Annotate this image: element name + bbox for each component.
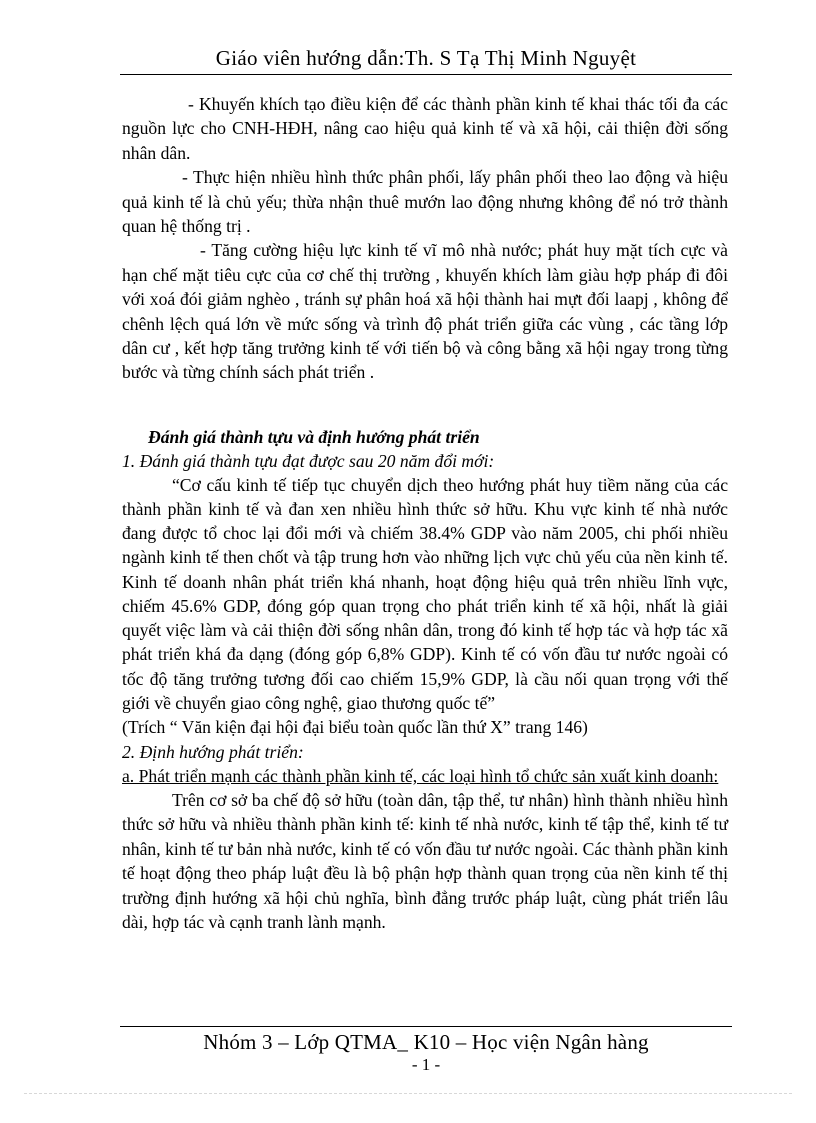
bullet-paragraph-1: - Khuyến khích tạo điều kiện để các thành phần kinh tế khai thác tối đa các nguồn lực cho CNH-HĐH, nâng cao hiệu quả kinh tế và xã hội, cải thiện đời sống nhân dân.: [122, 94, 728, 163]
header-rule: [120, 74, 732, 75]
page-edge-divider: [24, 1093, 792, 1094]
footer-rule: [120, 1026, 732, 1027]
section-heading: Đánh giá thành tựu và định hướng phát triển: [148, 426, 480, 447]
quote-paragraph: “Cơ cấu kinh tế tiếp tục chuyển dịch theo hướng phát huy tiềm năng của các thành phần kinh tế và đan xen nhiều hình thức sở hữu. Khu vực kinh tế nhà nước đang được tổ choc lại đổi mới và chiếm 38.4% GDP vào năm 2005, chi phối nhiều ngành kinh tế then chốt và tập trung hơn vào những lịch vực chủ yếu của nền kinh tế. Kinh tế doanh nhân phát triển khá nhanh, hoạt động hiệu quả trên nhiều lĩnh vực, chiếm 45.6% GDP, đóng góp quan trọng cho phát triển kinh tế xã hội, nhất là giải quyết việc làm và cải thiện đời sống nhân dân, trong đó kinh tế hợp tác và hợp tác xã phát triển khá đa dạng (đóng góp 6,8% GDP). Kinh tế có vốn đầu tư nước ngoài có tốc độ tăng trưởng tương đối cao chiếm 15,9% GDP, là cầu nối quan trọng với thế giới về chuyển giao công nghệ, giao thương quốc tế”: [122, 474, 728, 713]
final-paragraph: Trên cơ sở ba chế độ sở hữu (toàn dân, tập thể, tư nhân) hình thành nhiều hình thức sở hữu và nhiều thành phần kinh tế: kinh tế nhà nước, kinh tế tập thể, kinh tế tư nhân, kinh tế tư bản nhà nước, kinh tế có vốn đầu tư nước ngoài. Các thành phần kinh tế hoạt động theo pháp luật đều là bộ phận hợp thành quan trọng của nền kinh tế thị trường định hướng xã hội chủ nghĩa, bình đẳng trước pháp luật, cùng phát triển lâu dài, hợp tác và cạnh tranh lành mạnh.: [122, 789, 728, 932]
bullet-paragraph-2: - Thực hiện nhiều hình thức phân phối, lấy phân phối theo lao động và hiệu quả kinh tế là chủ yếu; thừa nhận thuê mướn lao động nhưng không để nó trở thành quan hệ thống trị .: [122, 167, 728, 237]
document-body: [122, 92, 728, 934]
page-footer: Nhóm 3 – Lớp QTMA_ K10 – Học viện Ngân hàng: [203, 1030, 649, 1054]
bullet-paragraph-3: - Tăng cường hiệu lực kinh tế vĩ mô nhà nước; phát huy mặt tích cực và hạn chế mặt tiêu cực của cơ chế thị trường , khuyến khích làm giàu hợp pháp đi đôi với xoá đói giảm nghèo , tránh sự phân hoá xã hội thành hai mựt đối laapj , không để chênh lệch quá lớn về mức sống và trình độ phát triển giữa các vùng , các tầng lớp dân cư , kết hợp tăng trưởng kinh tế với tiến bộ và công bằng xã hội ngay trong từng bước và từng chính sách phát triển .: [122, 240, 728, 383]
citation: (Trích “ Văn kiện đại hội đại biểu toàn quốc lần thứ X” trang 146): [122, 716, 588, 737]
subheading-achievements: 1. Đánh giá thành tựu đạt được sau 20 năm đổi mới:: [122, 450, 495, 471]
page-number: - 1 -: [411, 1055, 441, 1074]
page-header: Giáo viên hướng dẫn:Th. S Tạ Thị Minh Nguyệt: [215, 46, 637, 70]
subheading-orientation: 2. Định hướng phát triển:: [122, 741, 304, 762]
underlined-heading: a. Phát triển mạnh các thành phần kinh tế, các loại hình tổ chức sản xuất kinh doanh:: [122, 765, 719, 786]
